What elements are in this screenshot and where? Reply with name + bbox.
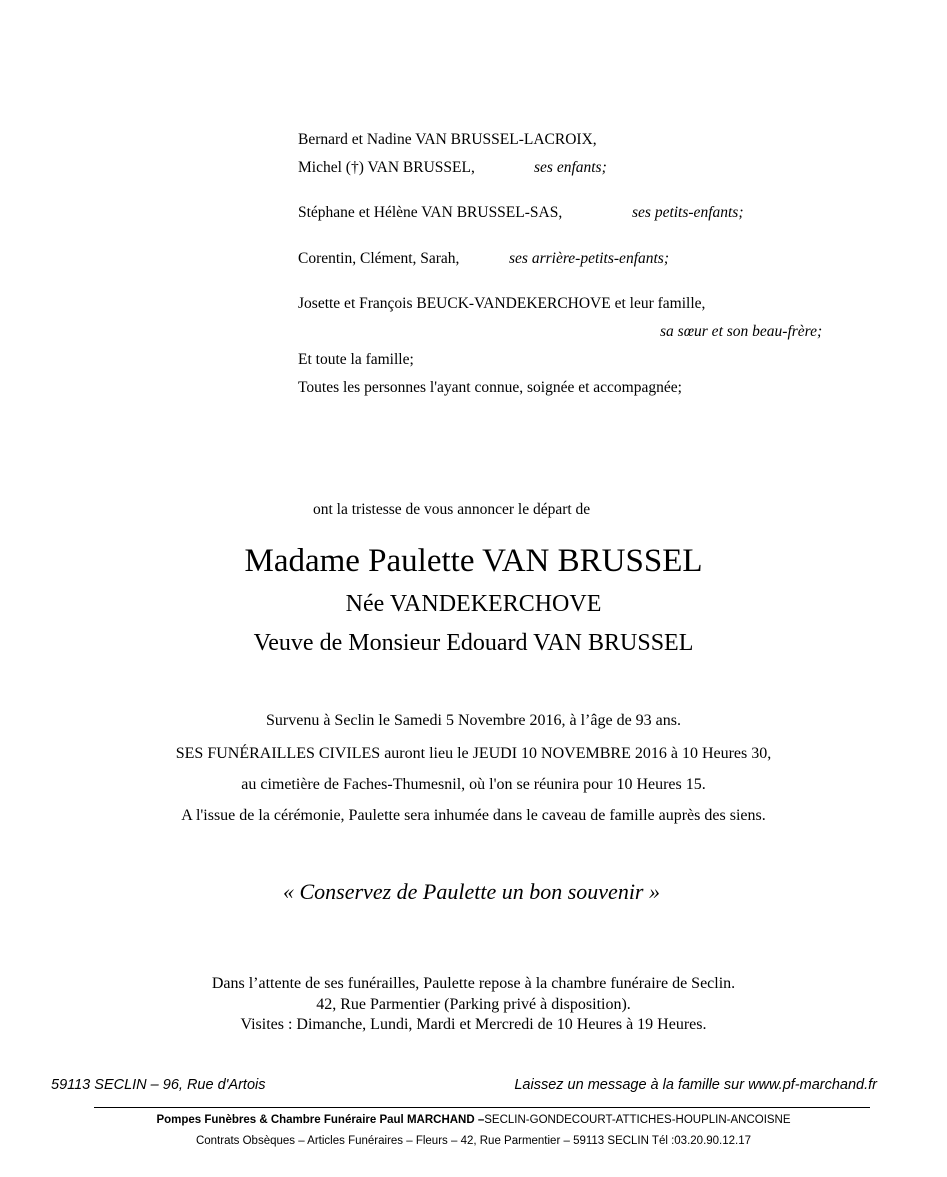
family-line-5-role: sa sœur et son beau-frère;: [660, 323, 823, 340]
deceased-born: Née VANDEKERCHOVE: [345, 591, 602, 617]
footer-address: 59113 SECLIN – 96, Rue d'Artois: [51, 1077, 266, 1093]
deceased-name: Madame Paulette VAN BRUSSEL: [244, 543, 703, 579]
family-line-2-name: Michel (†) VAN BRUSSEL,: [298, 159, 475, 176]
footer-message: Laissez un message à la famille sur www.pf-marchand.fr: [514, 1077, 877, 1093]
visit-line-1: Dans l’attente de ses funérailles, Paulette repose à la chambre funéraire de Seclin.: [211, 975, 736, 992]
family-line-4-role: ses arrière-petits-enfants;: [509, 250, 669, 267]
family-line-1: Bernard et Nadine VAN BRUSSEL-LACROIX,: [298, 131, 597, 148]
footer-company-name: Pompes Funèbres & Chambre Funéraire Paul MARCHAND –: [156, 1114, 485, 1126]
deceased-widow: Veuve de Monsieur Edouard VAN BRUSSEL: [253, 630, 694, 656]
family-line-4-name: Corentin, Clément, Sarah,: [298, 250, 460, 267]
visit-line-2: 42, Rue Parmentier (Parking privé à disposition).: [316, 996, 631, 1013]
family-line-2-role: ses enfants;: [534, 159, 607, 176]
detail-line-4: A l'issue de la cérémonie, Paulette sera inhumée dans le caveau de famille auprès des siens.: [181, 807, 766, 824]
footer-divider: [94, 1107, 870, 1108]
family-line-6: Et toute la famille;: [298, 351, 414, 368]
family-line-5: Josette et François BEUCK-VANDEKERCHOVE et leur famille,: [298, 295, 706, 312]
footer-contracts: Contrats Obsèques – Articles Funéraires – Fleurs – 42, Rue Parmentier – 59113 SECLIN Tél :03.20.90.12.17: [195, 1135, 752, 1147]
family-line-3-name: Stéphane et Hélène VAN BRUSSEL-SAS,: [298, 204, 563, 221]
announce-text: ont la tristesse de vous annoncer le départ de: [313, 501, 591, 518]
detail-line-3: au cimetière de Faches-Thumesnil, où l'on se réunira pour 10 Heures 15.: [241, 776, 706, 793]
detail-line-2: SES FUNÉRAILLES CIVILES auront lieu le JEUDI 10 NOVEMBRE 2016 à 10 Heures 30,: [175, 745, 772, 762]
family-line-7: Toutes les personnes l'ayant connue, soignée et accompagnée;: [298, 379, 682, 396]
family-line-3-role: ses petits-enfants;: [632, 204, 744, 221]
footer-company-locations: SECLIN-GONDECOURT-ATTICHES-HOUPLIN-ANCOISNE: [484, 1114, 791, 1126]
detail-line-1: Survenu à Seclin le Samedi 5 Novembre 2016, à l’âge de 93 ans.: [266, 712, 681, 729]
visit-line-3: Visites : Dimanche, Lundi, Mardi et Mercredi de 10 Heures à 19 Heures.: [240, 1016, 707, 1033]
memorial-quote: « Conservez de Paulette un bon souvenir »: [283, 879, 660, 904]
footer-company: [0, 1114, 947, 1126]
